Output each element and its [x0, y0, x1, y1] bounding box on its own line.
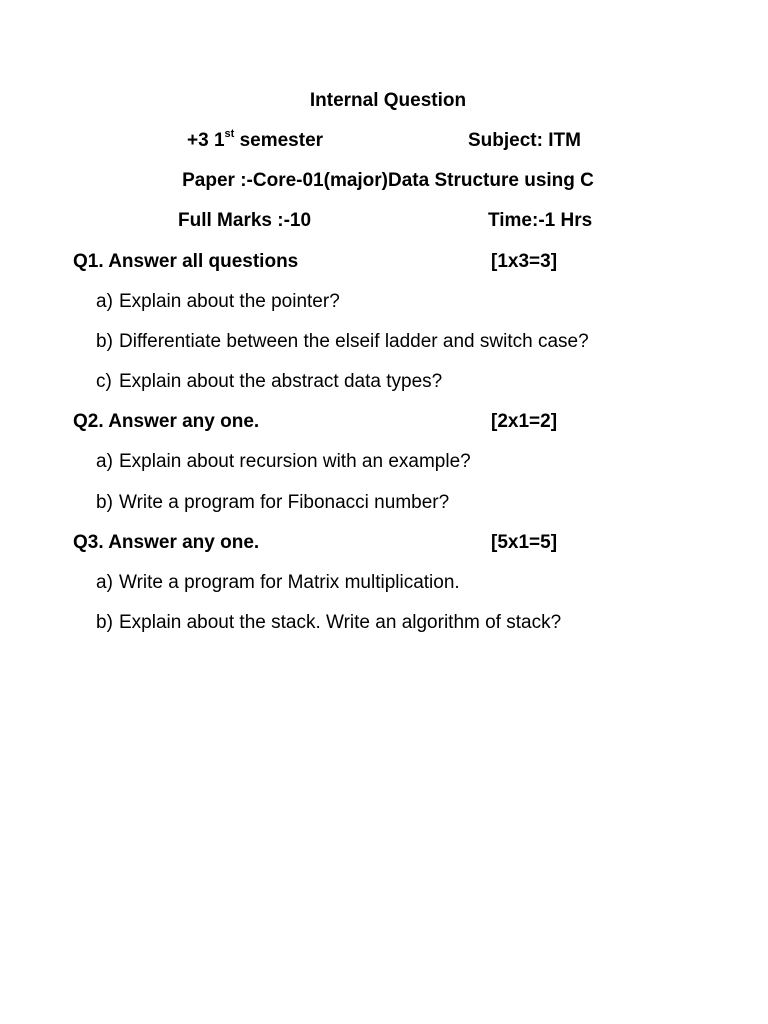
- item-text: Explain about the abstract data types?: [119, 371, 443, 392]
- item-text: Explain about the stack. Write an algorithm of stack?: [119, 612, 562, 633]
- item-text: Explain about recursion with an example?: [119, 451, 471, 472]
- semester-prefix: +3 1: [187, 130, 225, 151]
- item-text: Write a program for Matrix multiplication.: [119, 572, 460, 593]
- item-label: a): [96, 291, 113, 312]
- semester-suffix: semester: [234, 130, 324, 151]
- item-text: Differentiate between the elseif ladder and switch case?: [119, 331, 589, 352]
- item-label: b): [96, 612, 113, 633]
- item-label: a): [96, 451, 113, 472]
- semester-superscript: st: [224, 127, 235, 140]
- question-heading: Q2. Answer any one.: [73, 411, 260, 432]
- item-label: b): [96, 492, 113, 513]
- question-heading: Q1. Answer all questions: [73, 251, 299, 272]
- item-label: a): [96, 572, 113, 593]
- time-allowed: Time:-1 Hrs: [488, 210, 593, 231]
- full-marks: Full Marks :-10: [178, 210, 312, 231]
- document-title: Internal Question: [309, 90, 467, 111]
- question-marks: [1x3=3]: [491, 251, 558, 272]
- subject-label: Subject: ITM: [468, 130, 581, 151]
- semester-line: [187, 129, 323, 153]
- paper-title: Paper :-Core-01(major)Data Structure using C: [182, 170, 594, 191]
- question-heading: Q3. Answer any one.: [73, 532, 260, 553]
- item-label: b): [96, 331, 113, 352]
- item-text: Write a program for Fibonacci number?: [119, 492, 450, 513]
- item-label: c): [96, 371, 112, 392]
- item-text: Explain about the pointer?: [119, 291, 340, 312]
- question-marks: [2x1=2]: [491, 411, 558, 432]
- question-marks: [5x1=5]: [491, 532, 558, 553]
